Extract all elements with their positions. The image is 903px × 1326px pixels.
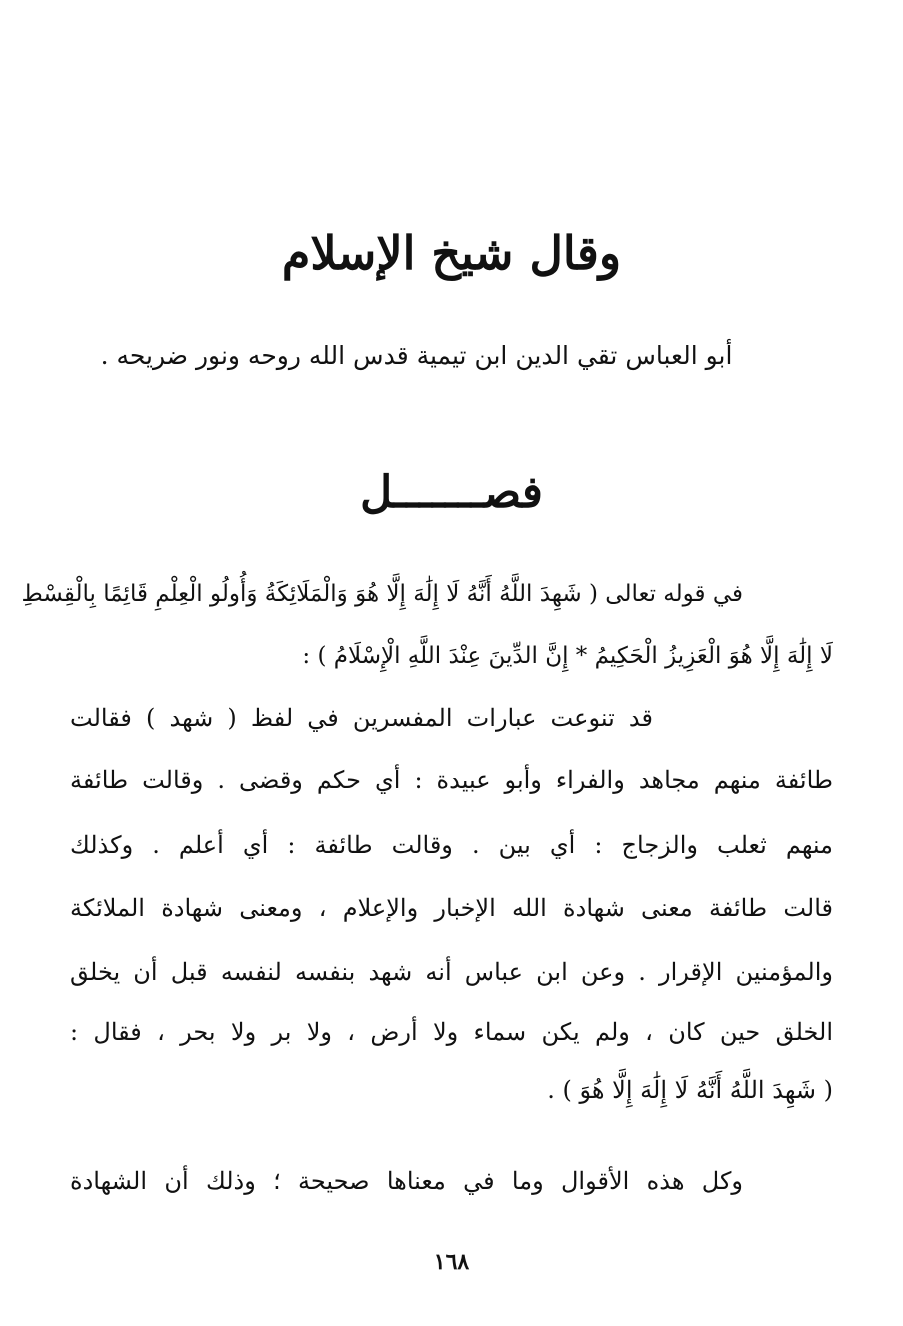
page-title: وقال شيخ الإسلام xyxy=(281,226,622,280)
verse-line: لَا إِلَٰهَ إِلَّا هُوَ الْعَزِيزُ الْحَكِيمُ * إِنَّ الدِّينَ عِنْدَ اللَّهِ الْإِسْلَامُ ) : xyxy=(302,643,833,669)
body-line: منهم ثعلب والزجاج : أي بين . وقالت طائفة : أي أعلم . وكذلك xyxy=(70,831,833,859)
body-line: قالت طائفة معنى شهادة الله الإخبار والإعلام ، ومعنى شهادة الملائكة xyxy=(70,894,833,922)
verse-line: في قوله تعالى ( شَهِدَ اللَّهُ أَنَّهُ لَا إِلَٰهَ إِلَّا هُوَ وَالْمَلَائِكَةُ وَأُولُو الْعِلْمِ قَائِمًا بِالْقِسْطِ xyxy=(21,581,743,607)
author-subtitle: أبو العباس تقي الدين ابن تيمية قدس الله روحه ونور ضريحه . xyxy=(100,341,733,370)
body-line: طائفة منهم مجاهد والفراء وأبو عبيدة : أي حكم وقضى . وقالت طائفة xyxy=(70,766,833,794)
body-line: وكل هذه الأقوال وما في معناها صحيحة ؛ وذلك أن الشهادة xyxy=(70,1167,743,1195)
body-line: والمؤمنين الإقرار . وعن ابن عباس أنه شهد بنفسه لنفسه قبل أن يخلق xyxy=(70,958,833,986)
body-line: قد تنوعت عبارات المفسرين في لفظ ( شهد ) فقالت xyxy=(70,704,653,732)
page-number: ١٦٨ xyxy=(433,1249,470,1275)
quoted-verse-line: ( شَهِدَ اللَّهُ أَنَّهُ لَا إِلَٰهَ إِلَّا هُوَ ) . xyxy=(547,1076,833,1104)
section-heading: فصـــــــل xyxy=(360,467,543,518)
body-line: الخلق حين كان ، ولم يكن سماء ولا أرض ، ولا بر ولا بحر ، فقال : xyxy=(70,1018,833,1046)
